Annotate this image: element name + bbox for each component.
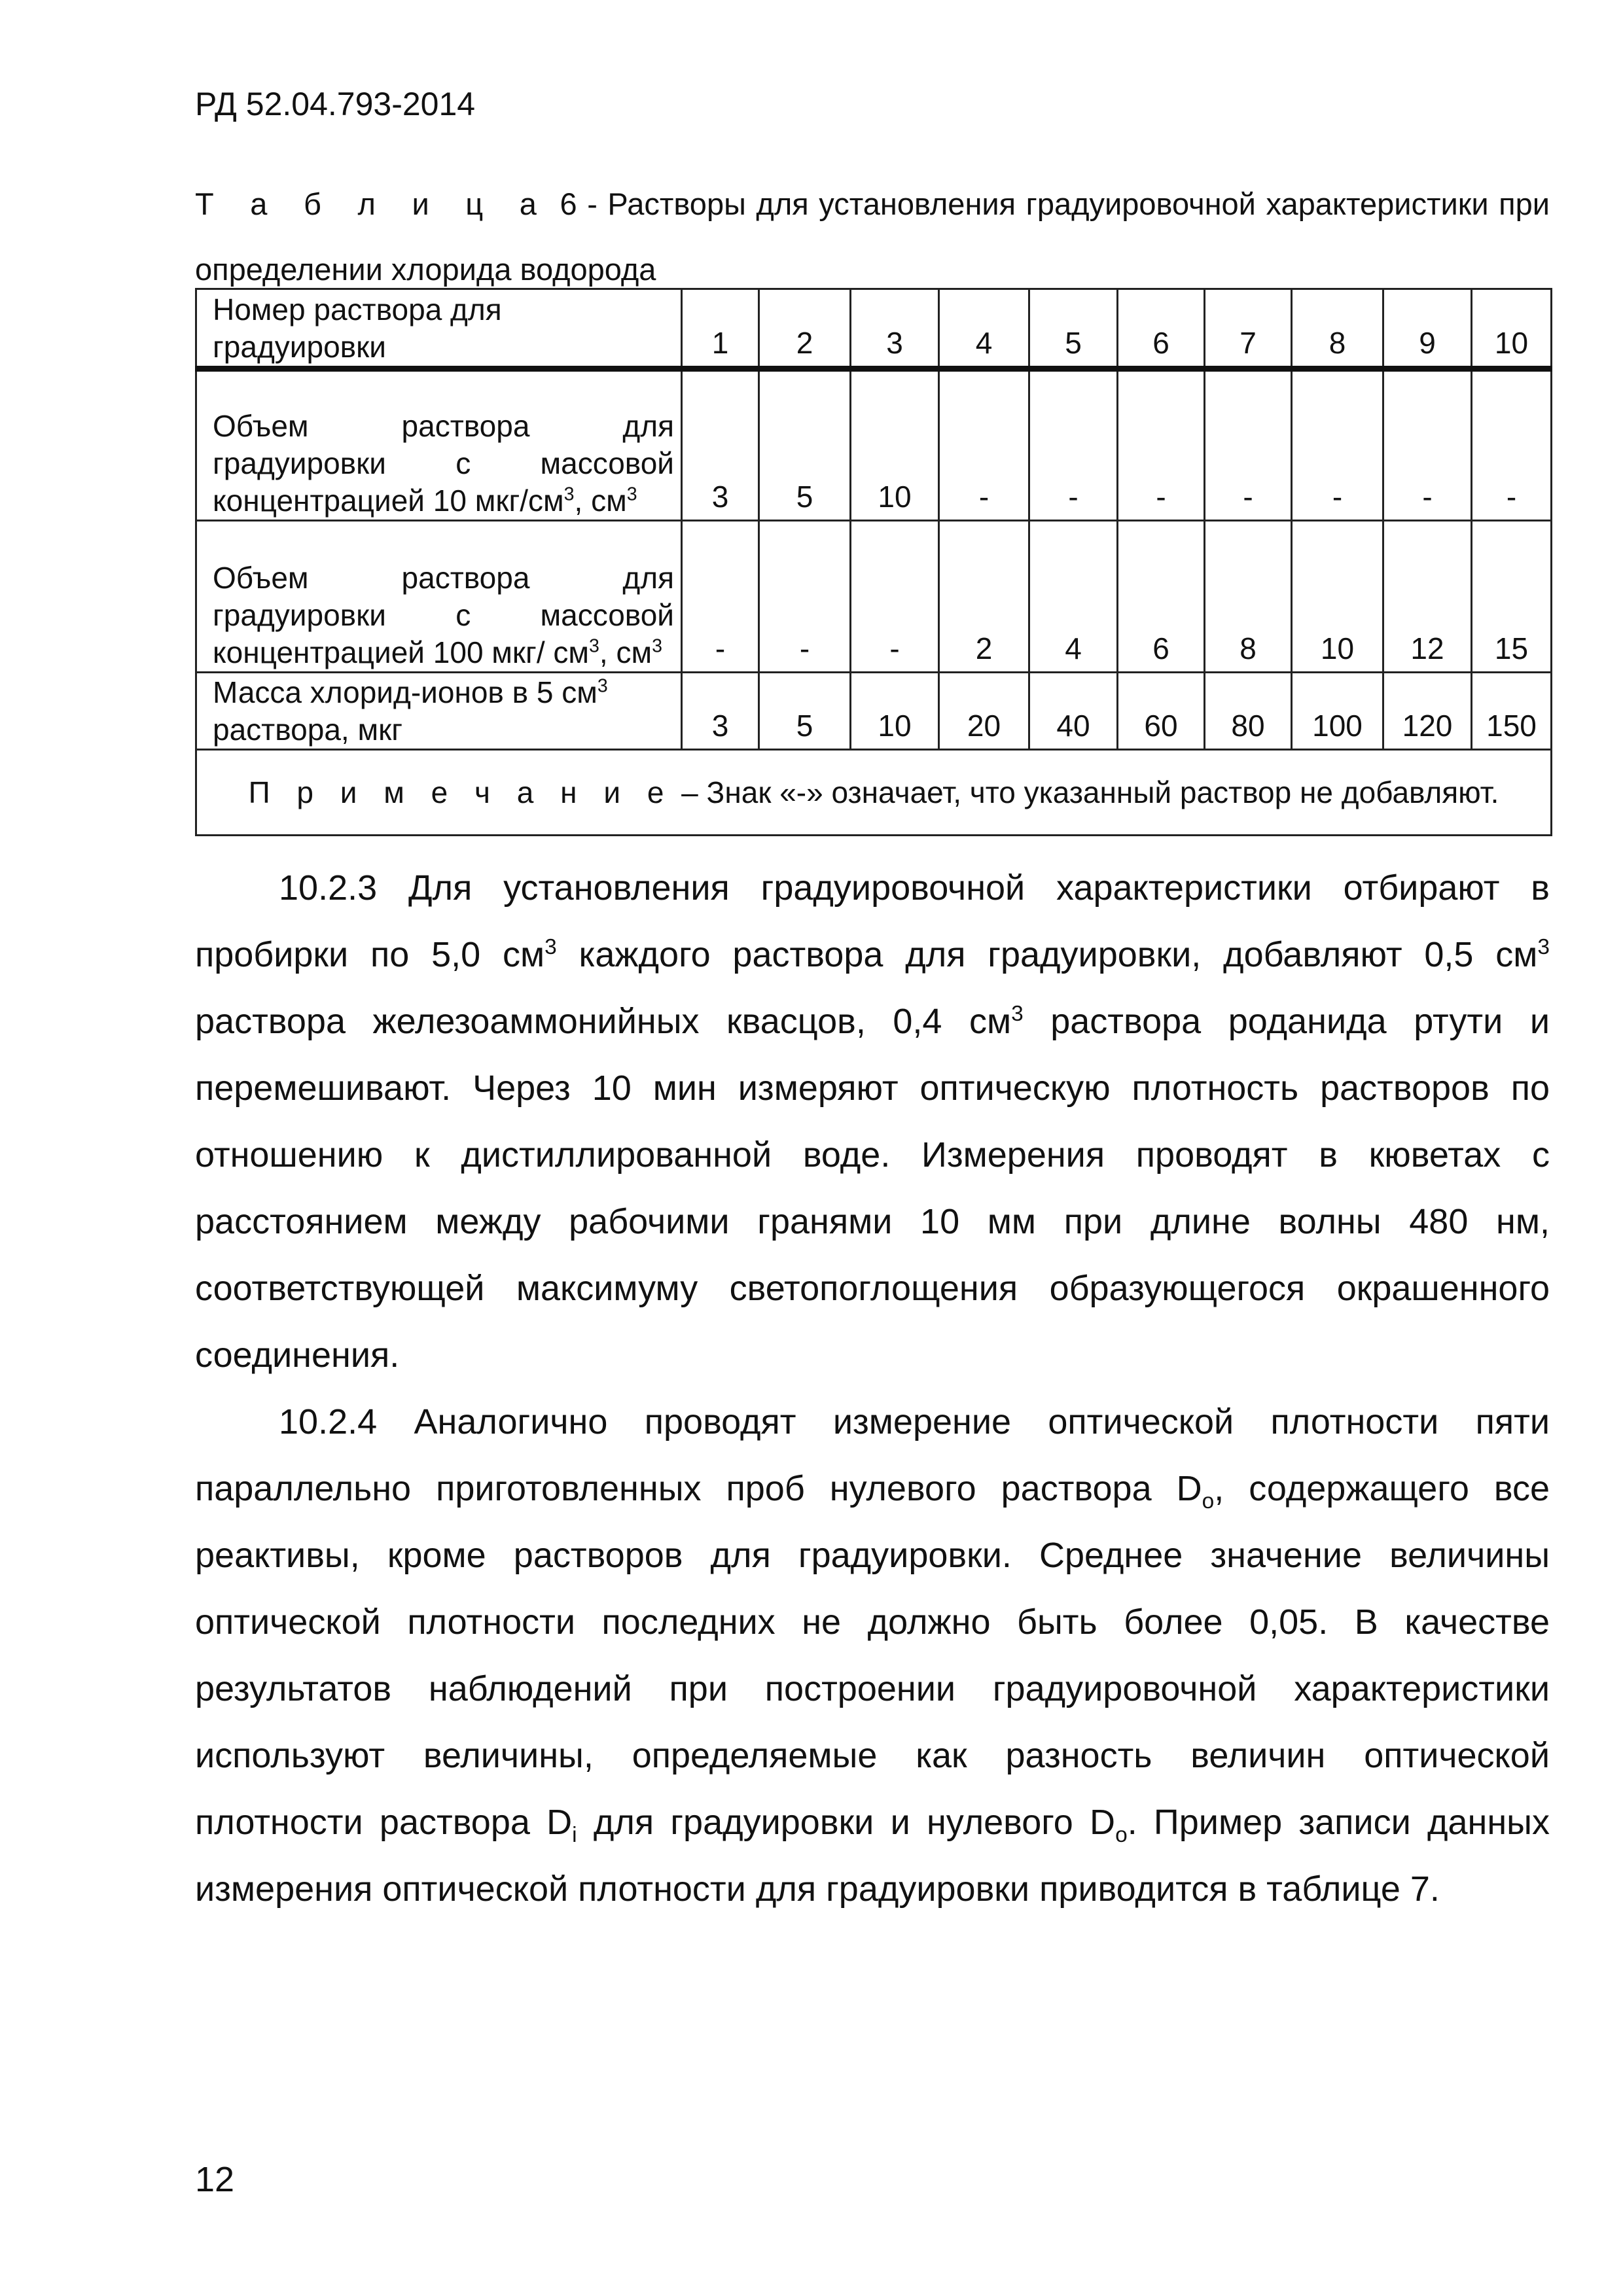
- table-cell: 3: [682, 673, 759, 750]
- table-cell: 10: [851, 673, 939, 750]
- column-header: 7: [1205, 289, 1292, 369]
- table-cell: -: [759, 521, 851, 673]
- table-cell: 4: [1029, 521, 1118, 673]
- note-text: – Знак «-» означает, что указанный раствор не добавляют.: [673, 775, 1499, 809]
- column-header: 3: [851, 289, 939, 369]
- text-run: для градуировки и нулевого D: [577, 1803, 1116, 1842]
- table-cell: -: [851, 521, 939, 673]
- table-cell: -: [682, 521, 759, 673]
- table-cell: 12: [1383, 521, 1472, 673]
- table-row: [196, 521, 1552, 673]
- page-number: 12: [195, 2160, 235, 2199]
- column-header: 4: [939, 289, 1029, 369]
- table-note: [196, 750, 1552, 836]
- table-cell: 5: [759, 673, 851, 750]
- header-label-cell: Номер раствора для градуировки: [196, 289, 682, 369]
- paragraph-10-2-4: [195, 1388, 1550, 1922]
- row-unit: см: [616, 635, 652, 669]
- column-header: 6: [1118, 289, 1205, 369]
- column-header: 8: [1292, 289, 1383, 369]
- table-cell: -: [1205, 369, 1292, 521]
- table-cell: 15: [1472, 521, 1552, 673]
- text-run: каждого раствора для градуировки, добавляют 0,5 см: [556, 935, 1538, 974]
- subscript: i: [572, 1822, 577, 1847]
- table-cell: 6: [1118, 521, 1205, 673]
- table-cell: 3: [682, 369, 759, 521]
- table-header-row: [196, 289, 1552, 369]
- table-cell: -: [939, 369, 1029, 521]
- caption-text: 6 - Растворы для установления градуировочной характеристики при определении хлорида водорода: [195, 186, 1550, 287]
- text-run: раствора железоаммонийных квасцов, 0,4 см: [195, 1002, 1012, 1041]
- superscript: 3: [1011, 1002, 1024, 1026]
- table-cell: 20: [939, 673, 1029, 750]
- caption-label: Т а б л и ц а: [195, 186, 550, 221]
- superscript: 3: [597, 675, 608, 697]
- subscript: o: [1115, 1822, 1128, 1847]
- table-cell: 5: [759, 369, 851, 521]
- table-caption: [195, 171, 1550, 302]
- table-cell: -: [1118, 369, 1205, 521]
- row-unit: см: [591, 484, 627, 518]
- subscript: o: [1202, 1489, 1215, 1513]
- table-cell: -: [1472, 369, 1552, 521]
- note-label: П р и м е ч а н и е: [248, 775, 673, 809]
- row-label-text: Масса хлорид-ионов в 5 см: [213, 675, 597, 709]
- column-header: 1: [682, 289, 759, 369]
- table-cell: 10: [1292, 521, 1383, 673]
- table-cell: 100: [1292, 673, 1383, 750]
- row-label-text: раствора, мкг: [213, 713, 402, 747]
- superscript: 3: [589, 635, 599, 657]
- body-text: [195, 855, 1550, 1922]
- table-cell: 80: [1205, 673, 1292, 750]
- table-row: [196, 369, 1552, 521]
- superscript: 3: [652, 635, 662, 657]
- column-header: 10: [1472, 289, 1552, 369]
- table-row: [196, 673, 1552, 750]
- row-label-text: Объем раствора для градуировки с массовой концентрацией 10 мкг/см: [213, 409, 674, 518]
- row-label-cell: Объем раствора для градуировки с массовой концентрацией 100 мкг/ $см^3$, $см^3$: [196, 521, 682, 673]
- column-header: 5: [1029, 289, 1118, 369]
- superscript: 3: [563, 484, 575, 505]
- table-cell: -: [1383, 369, 1472, 521]
- row-label-cell: Объем раствора для градуировки с массовой концентрацией 10 мкг/$см^3$, $см^3$: [196, 369, 682, 521]
- text-run: , содержащего все реактивы, кроме растворов для градуировки. Среднее значение величины оптической плотности последних не должно быть более 0,05. В качестве результатов наблюдений при построении градуировочной характеристики используют величины, определяемые как разность величин оптической плотности раствора D: [195, 1469, 1550, 1842]
- table-cell: 10: [851, 369, 939, 521]
- table-cell: 8: [1205, 521, 1292, 673]
- text-run: 10.2.4 Аналогично проводят измерение оптической плотности пяти параллельно приготовленных проб нулевого раствора D: [195, 1402, 1550, 1508]
- paragraph-10-2-3: [195, 855, 1550, 1388]
- text-run: . Пример записи данных измерения оптической плотности для градуировки приводится в таблице 7.: [195, 1803, 1550, 1909]
- row-label-text: Объем раствора для градуировки с массовой концентрацией 100 мкг/ см: [213, 561, 674, 669]
- document-code: РД 52.04.793-2014: [195, 86, 476, 122]
- table-cell: -: [1292, 369, 1383, 521]
- table-cell: -: [1029, 369, 1118, 521]
- text-run: 10.2.3 Для установления градуировочной характеристики отбирают в пробирки по 5,0 см: [195, 868, 1550, 974]
- superscript: 3: [544, 935, 557, 959]
- text-run: раствора роданида ртути и перемешивают. Через 10 мин измеряют оптическую плотность растворов по отношению к дистиллированной воде. Измерения проводят в кюветах с расстоянием между рабочими гранями 10 мм при длине волны 480 нм, соответствующей максимуму светопоглощения образующегося окрашенного соединения.: [195, 1002, 1550, 1375]
- column-header: 2: [759, 289, 851, 369]
- column-header: 9: [1383, 289, 1472, 369]
- table-note-row: [196, 750, 1552, 836]
- table-cell: 40: [1029, 673, 1118, 750]
- table-cell: 60: [1118, 673, 1205, 750]
- table-cell: 150: [1472, 673, 1552, 750]
- superscript: 3: [1537, 935, 1550, 959]
- row-label-cell: [196, 673, 682, 750]
- table-cell: 120: [1383, 673, 1472, 750]
- table-cell: 2: [939, 521, 1029, 673]
- superscript: 3: [626, 484, 637, 505]
- calibration-solutions-table: [195, 288, 1552, 836]
